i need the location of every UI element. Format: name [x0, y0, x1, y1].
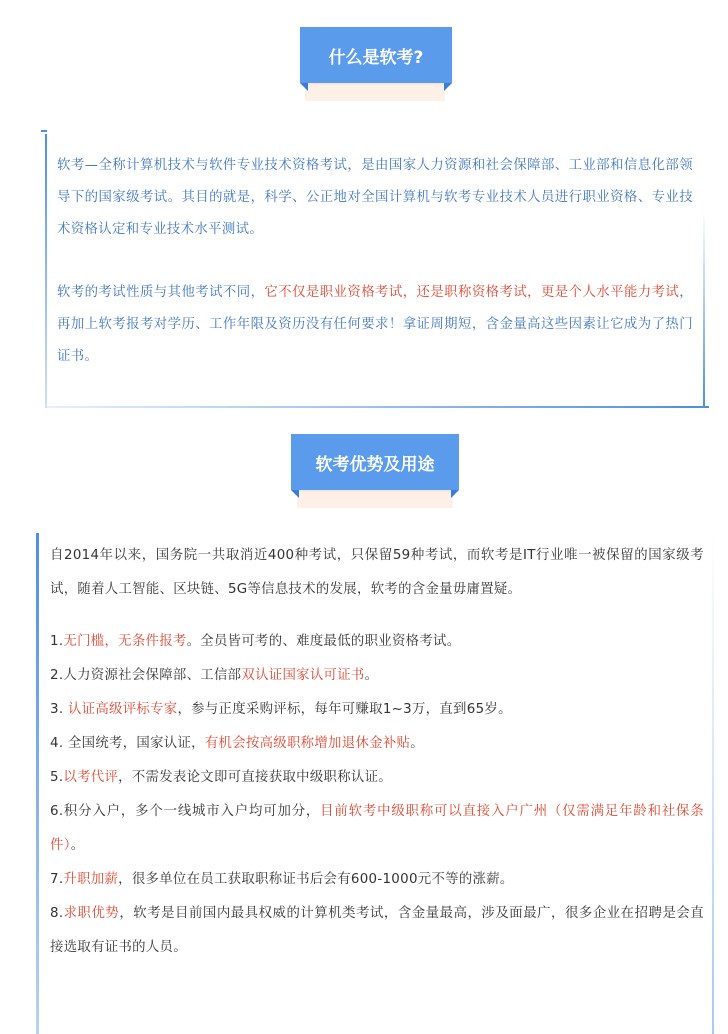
list-item: [50, 693, 704, 727]
section1-banner: [300, 27, 452, 102]
card-corner: [41, 130, 47, 132]
item-text: 积分入户，多个一线城市入户均可加分，: [63, 804, 321, 819]
list-item: [50, 659, 704, 693]
banner-fold-right: [444, 83, 452, 91]
item-text: ，很多单位在员工获取职称证书后会有600-1000元不等的涨薪。: [118, 872, 514, 887]
item-number: 3.: [50, 702, 68, 717]
paragraph-text: ，再加上软考报考对学历、工作年限及资历没有任何要求！拿证周期短，含金量高这些因素让它成为了热门证书。: [57, 285, 694, 364]
banner-fold-left: [300, 83, 308, 91]
item-number: 7.: [50, 872, 64, 887]
item-number: 8.: [50, 906, 64, 921]
paragraph-text: 软考的考试性质与其他考试不同，: [57, 285, 265, 300]
item-text: 人力资源社会保障部、工信部: [63, 668, 242, 683]
list-item: [50, 761, 704, 795]
item-text: 全国统考，国家认证，: [67, 736, 205, 751]
list-item: [50, 795, 704, 863]
highlight-text: 目前软考中级职称可以直接入户广州（仅需满足年龄和社保条件）: [50, 804, 704, 853]
item-text: ，参与正度采购评标，每年可赚取1~3万，直到65岁。: [177, 702, 512, 717]
item-text: 。全员皆可考的、难度最低的职业资格考试。: [186, 634, 461, 649]
section1-paragraph-1: 软考—全称计算机技术与软件专业技术资格考试，是由国家人力资源和社会保障部、工业部和信息化部领导下的国家级考试。其目的就是，科学、公正地对全国计算机与软考专业技术人员进行职业资格、专业技术资格认定和专业技术水平测试。: [57, 158, 693, 237]
spacer: [50, 607, 704, 625]
section2-title: 软考优势及用途: [291, 434, 459, 490]
section2-card: [36, 533, 714, 1034]
section1-body: [57, 150, 693, 373]
item-text: ，软考是目前国内最具权威的计算机类考试，含金量最高，涉及面最广，很多企业在招聘是会直接选取有证书的人员。: [50, 906, 704, 955]
highlight-text: 双认证国家认可证书: [241, 668, 365, 683]
item-number: 6.: [50, 804, 64, 819]
highlight-text: 升职加薪: [63, 872, 119, 887]
section2-body: [50, 539, 704, 965]
card-right-border: [703, 210, 705, 408]
item-number: 5.: [50, 770, 64, 785]
list-item: [50, 727, 704, 761]
banner-fold-left: [291, 490, 299, 498]
highlight-text: 有机会按高级职称增加退休金补贴: [204, 736, 411, 751]
section1-paragraph-2: [57, 277, 693, 373]
item-text: 。: [410, 736, 424, 751]
item-text: ，不需发表论文即可直接获取中级职称认证。: [118, 770, 392, 785]
card-left-border: [36, 533, 39, 1034]
banner-fold-right: [451, 490, 459, 498]
card-corner: [703, 406, 709, 408]
section1-card: [41, 130, 705, 408]
highlight-text: 认证高级评标专家: [67, 702, 178, 717]
section2-banner: [291, 434, 459, 508]
highlight-text: 它不仅是职业资格考试，还是职称资格考试，更是个人水平能力考试: [264, 285, 680, 300]
list-item: [50, 625, 704, 659]
item-number: 1.: [50, 634, 64, 649]
section1-title: 什么是软考?: [300, 27, 452, 83]
item-text: 。: [364, 668, 379, 683]
item-text: 。: [70, 838, 85, 853]
highlight-text: 无门槛，无条件报考: [63, 634, 187, 649]
highlight-text: 以考代评: [63, 770, 119, 785]
highlight-text: 求职优势: [63, 906, 120, 921]
item-number: 2.: [50, 668, 64, 683]
card-right-border: [712, 533, 714, 1034]
list-item: [50, 863, 704, 897]
section2-intro: 自2014年以来，国务院一共取消近400种考试，只保留59种考试，而软考是IT行业唯一被保留的国家级考试，随着人工智能、区块链、5G等信息技术的发展，软考的含金量毋庸置疑。: [50, 548, 704, 597]
item-number: 4.: [50, 736, 68, 751]
card-left-border: [45, 134, 47, 408]
card-bottom-border: [47, 406, 703, 408]
list-item: [50, 897, 704, 965]
